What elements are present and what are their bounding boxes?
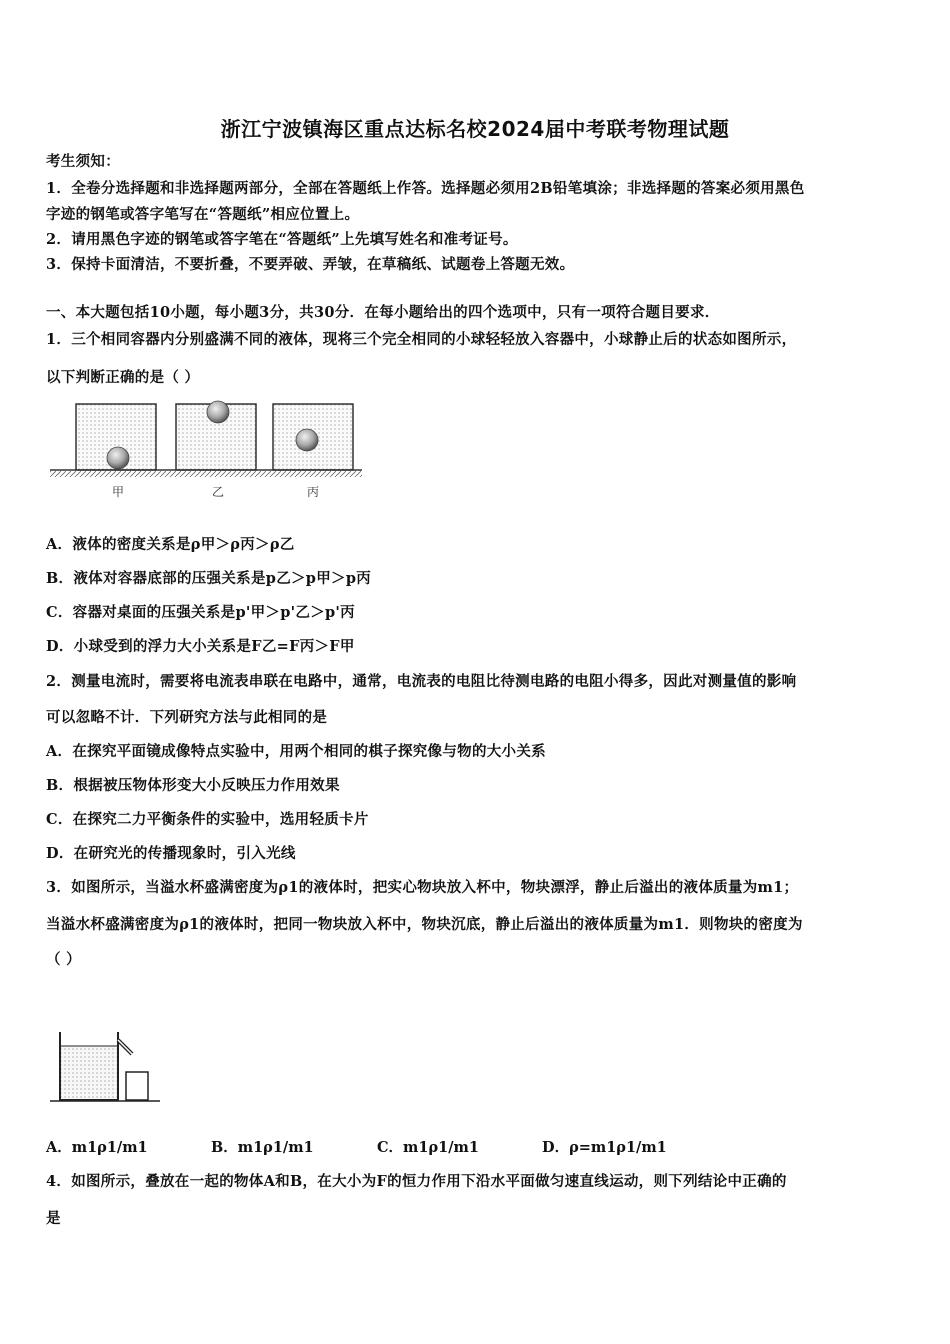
q1-containers-figure: [46, 396, 364, 504]
figure-label-bing: 丙: [306, 485, 320, 499]
notice-item: 2．请用黑色字迹的钢笔或答字笔在“答题纸”上先填写姓名和准考证号。: [46, 231, 518, 248]
q2-stem: 2．测量电流时，需要将电流表串联在电路中，通常，电流表的电阻比待测电路的电阻小得多，因此对测量值的影响: [46, 673, 797, 690]
q4-stem: 4．如图所示，叠放在一起的物体A和B，在大小为F的恒力作用下沿水平面做匀速直线运动，则下列结论中正确的: [46, 1173, 787, 1190]
q3-stem: 3．如图所示，当溢水杯盛满密度为ρ1的液体时，把实心物块放入杯中，物块漂浮，静止后溢出的液体质量为m1；: [46, 879, 799, 896]
figure-label-yi: 乙: [211, 485, 225, 499]
q2-stem: 可以忽略不计．下列研究方法与此相同的是: [46, 709, 328, 726]
figure-label-jia: 甲: [111, 485, 125, 499]
q1-option-b: B．液体对容器底部的压强关系是p乙＞p甲＞p丙: [46, 570, 372, 587]
q2-option-a: A．在探究平面镜成像特点实验中，用两个相同的棋子探究像与物的大小关系: [46, 743, 546, 760]
q1-stem: 1．三个相同容器内分别盛满不同的液体，现将三个完全相同的小球轻轻放入容器中，小球静止后的状态如图所示，: [46, 331, 797, 348]
q3-stem: （ ）: [46, 951, 81, 968]
ball-jia: [107, 447, 129, 469]
q1-option-d: D．小球受到的浮力大小关系是F乙=F丙＞F甲: [46, 638, 355, 655]
q2-option-b: B．根据被压物体形变大小反映压力作用效果: [46, 777, 340, 794]
q3-stem: 当溢水杯盛满密度为ρ1的液体时，把同一物块放入杯中，物块沉底，静止后溢出的液体质量为m1．则物块的密度为: [46, 916, 803, 933]
q3-option-c: C．m1ρ1/m1: [377, 1139, 479, 1156]
notice-heading: 考生须知：: [46, 153, 120, 170]
q2-option-c: C．在探究二力平衡条件的实验中，选用轻质卡片: [46, 811, 369, 828]
ball-bing: [296, 429, 318, 451]
q1-option-c: C．容器对桌面的压强关系是p'甲＞p'乙＞p'丙: [46, 604, 355, 621]
page-title: 浙江宁波镇海区重点达标名校2024届中考联考物理试题: [220, 117, 730, 141]
q1-option-a: A．液体的密度关系是ρ甲＞ρ丙＞ρ乙: [46, 536, 295, 553]
notice-item: 字迹的钢笔或答字笔写在“答题纸”相应位置上。: [46, 206, 360, 223]
q2-option-d: D．在研究光的传播现象时，引入光线: [46, 845, 296, 862]
notice-item: 1．全卷分选择题和非选择题两部分，全部在答题纸上作答。选择题必须用2B铅笔填涂；非选择题的答案必须用黑色: [46, 180, 805, 197]
notice-item: 3．保持卡面清洁，不要折叠，不要弄破、弄皱，在草稿纸、试题卷上答题无效。: [46, 256, 575, 273]
q3-option-d: D．ρ=m1ρ1/m1: [542, 1139, 667, 1156]
q1-stem: 以下判断正确的是（ ）: [46, 369, 200, 386]
section-heading: 一、本大题包括10小题，每小题3分，共30分．在每小题给出的四个选项中，只有一项符合题目要求．: [46, 304, 720, 321]
q3-beaker: [126, 1072, 148, 1100]
q3-option-b: B．m1ρ1/m1: [211, 1139, 314, 1156]
q3-overflow-cup-figure: [48, 1024, 162, 1108]
ball-yi: [207, 401, 229, 423]
q3-option-a: A．m1ρ1/m1: [46, 1139, 148, 1156]
q4-stem: 是: [46, 1210, 61, 1227]
